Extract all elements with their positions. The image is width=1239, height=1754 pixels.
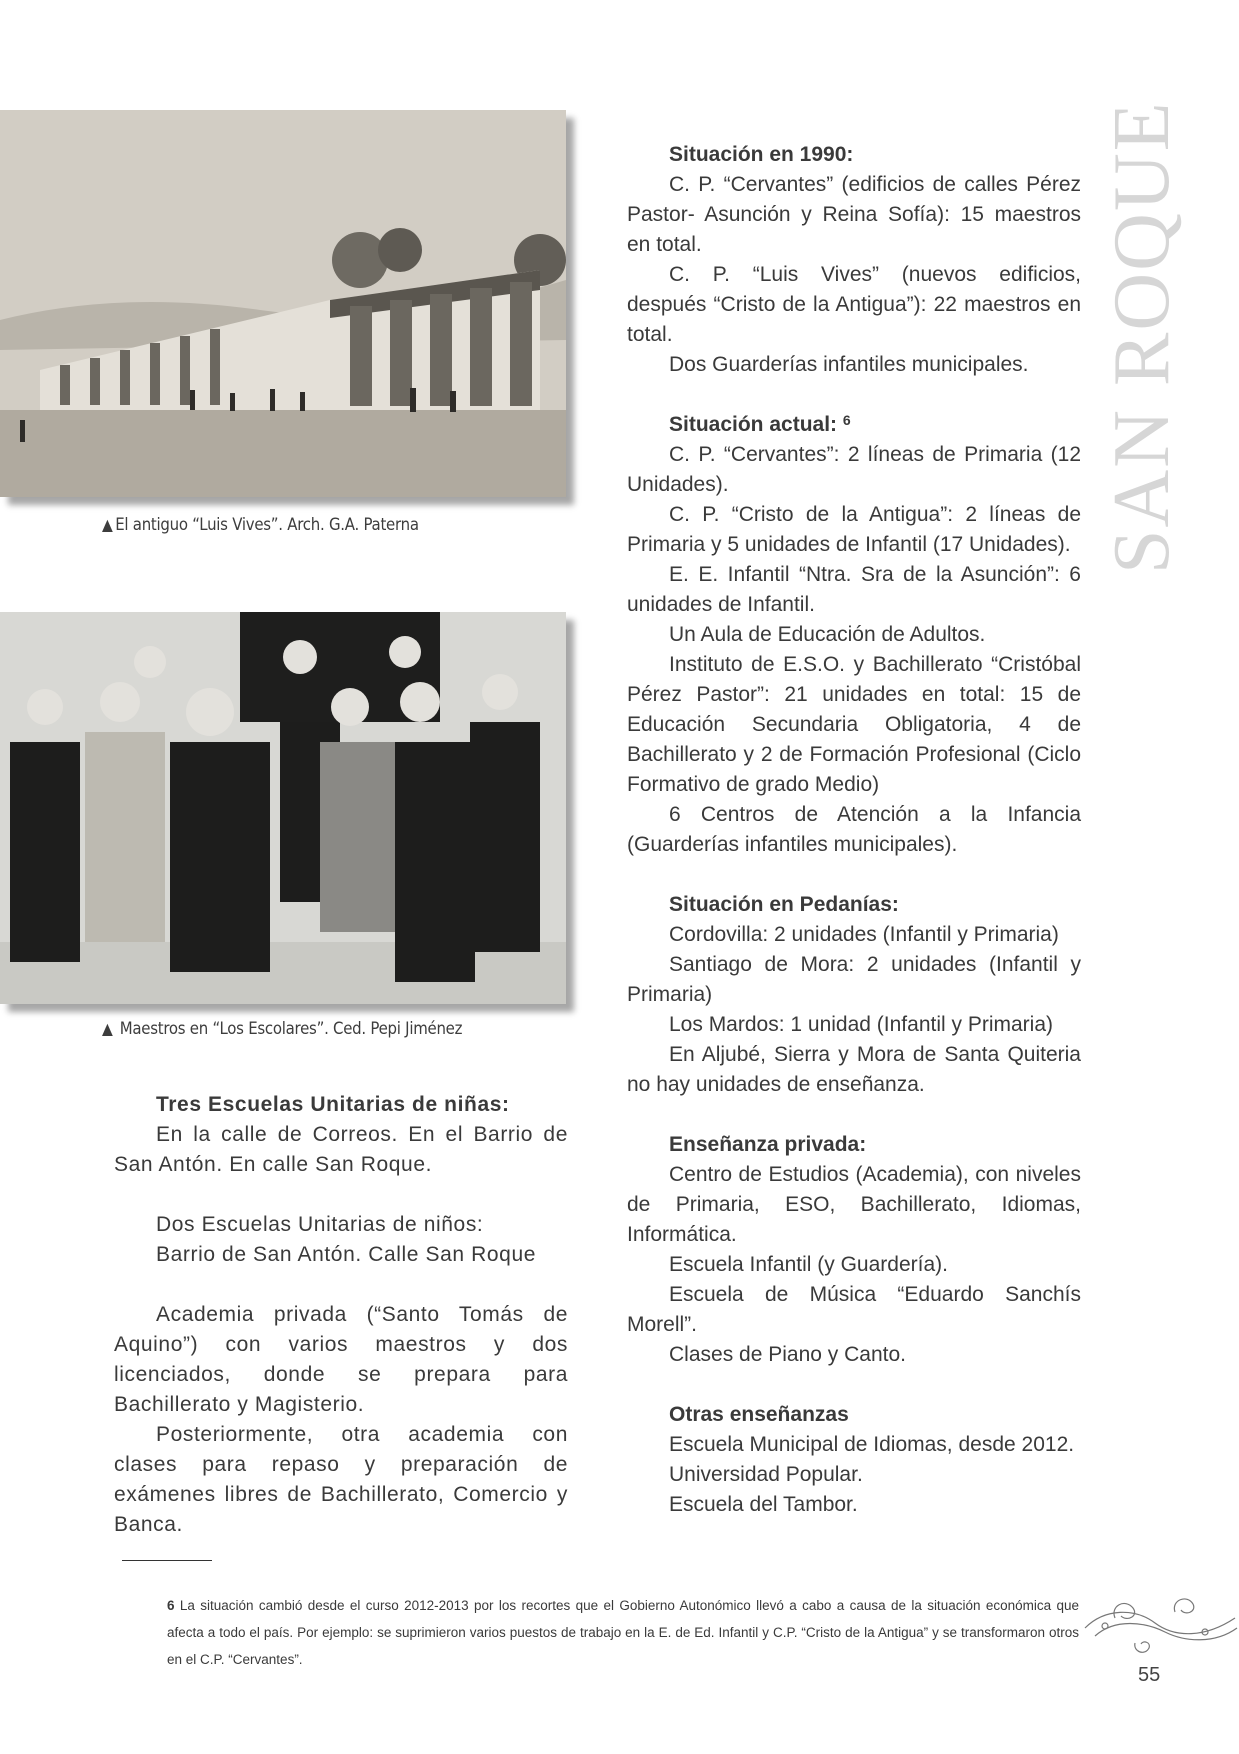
decorative-flourish-icon	[1075, 1588, 1239, 1660]
heading-escuelas-ninas: Tres Escuelas Unitarias de niñas:	[156, 1093, 510, 1116]
paragraph: Escuela Infantil (y Guardería).	[669, 1253, 948, 1276]
left-text-column	[114, 1090, 568, 1540]
paragraph: Escuela del Tambor.	[669, 1493, 858, 1516]
paragraph: Posteriormente, otra academia con clases para repaso y preparación de exámenes libres de Bachillerato, Comercio y Banca.	[114, 1423, 568, 1536]
paragraph: Dos Escuelas Unitarias de niños:	[156, 1213, 484, 1236]
paragraph: C. P. “Cristo de la Antigua”: 2 líneas de Primaria y 5 unidades de Infantil (17 Unidades).	[627, 503, 1081, 556]
paragraph: Academia privada (“Santo Tomás de Aquino”) con varios maestros y dos licenciados, donde se prepara para Bachillerato y Magisterio.	[114, 1303, 568, 1416]
triangle-marker-icon: ▲	[102, 515, 113, 534]
heading-situacion-actual: Situación actual: $^6$	[669, 412, 851, 436]
heading-otras-ensenanzas: Otras enseñanzas	[669, 1403, 849, 1426]
paragraph: C. P. “Luis Vives” (nuevos edificios, después “Cristo de la Antigua”): 22 maestros en total.	[627, 263, 1081, 346]
school-building-illustration	[0, 110, 566, 497]
paragraph: Barrio de San Antón. Calle San Roque	[156, 1243, 537, 1266]
paragraph: Cordovilla: 2 unidades (Infantil y Primaria)	[669, 923, 1059, 946]
paragraph: Los Mardos: 1 unidad (Infantil y Primaria)	[669, 1013, 1053, 1036]
paragraph: Santiago de Mora: 2 unidades (Infantil y Primaria)	[627, 953, 1081, 1006]
right-text-column	[627, 140, 1081, 1520]
triangle-marker-icon: ▲	[102, 1019, 113, 1038]
heading-situacion-1990: Situación en 1990:	[669, 143, 854, 166]
heading-situacion-pedanias: Situación en Pedanías:	[669, 893, 899, 916]
paragraph: En la calle de Correos. En el Barrio de San Antón. En calle San Roque.	[114, 1123, 568, 1176]
footnote-reference: 6	[842, 412, 851, 428]
paragraph: Escuela de Música “Eduardo Sanchís Morell”.	[627, 1283, 1081, 1336]
paragraph: C. P. “Cervantes” (edificios de calles Pérez Pastor- Asunción y Reina Sofía): 15 maestros en total.	[627, 173, 1081, 256]
photo-old-luis-vives-school	[0, 110, 566, 497]
paragraph: E. E. Infantil “Ntra. Sra de la Asunción”: 6 unidades de Infantil.	[627, 563, 1081, 616]
paragraph: Escuela Municipal de Idiomas, desde 2012.	[669, 1433, 1075, 1456]
photo-teachers-group	[0, 612, 566, 1004]
group-portrait-illustration	[0, 612, 566, 1004]
paragraph: Dos Guarderías infantiles municipales.	[669, 353, 1029, 376]
footnote-divider	[122, 1560, 212, 1561]
page-number: 55	[1138, 1664, 1161, 1686]
footnote-text: La situación cambió desde el curso 2012-2013 por los recortes que el Gobierno Autonómico llevó a cabo a causa de la situación económica que afecta a todo el país. Por ejemplo: se suprimieron varios puestos de trabajo en la E. de Ed. Infantil y C.P. “Cristo de la Antigua” y se transformaron otros en el C.P. “Cervantes”.	[167, 1598, 1079, 1667]
paragraph: Un Aula de Educación de Adultos.	[669, 623, 986, 646]
photo1-caption: ▲ El antiguo “Luis Vives”. Arch. G.A. Paterna	[102, 515, 419, 535]
paragraph: En Aljubé, Sierra y Mora de Santa Quiteria no hay unidades de enseñanza.	[627, 1043, 1081, 1096]
footnote-number: 6	[167, 1598, 175, 1613]
heading-ensenanza-privada: Enseñanza privada:	[669, 1133, 867, 1156]
footnote	[167, 1592, 1079, 1673]
paragraph: 6 Centros de Atención a la Infancia (Guarderías infantiles municipales).	[627, 803, 1081, 856]
paragraph: Universidad Popular.	[669, 1463, 863, 1486]
paragraph: Centro de Estudios (Academia), con niveles de Primaria, ESO, Bachillerato, Idiomas, Informática.	[627, 1163, 1081, 1246]
section-title-vertical: SAN ROQUE	[1098, 100, 1186, 574]
paragraph: Clases de Piano y Canto.	[669, 1343, 906, 1366]
photo2-caption: ▲ Maestros en “Los Escolares”. Ced. Pepi Jiménez	[102, 1019, 463, 1039]
paragraph: C. P. “Cervantes”: 2 líneas de Primaria (12 Unidades).	[627, 443, 1081, 496]
paragraph: Instituto de E.S.O. y Bachillerato “Cristóbal Pérez Pastor”: 21 unidades en total: 15 de Educación Secundaria Obligatoria, 4 de Bachillerato y 2 de Formación Profesional (Ciclo Formativo de grado Medio)	[627, 653, 1081, 796]
